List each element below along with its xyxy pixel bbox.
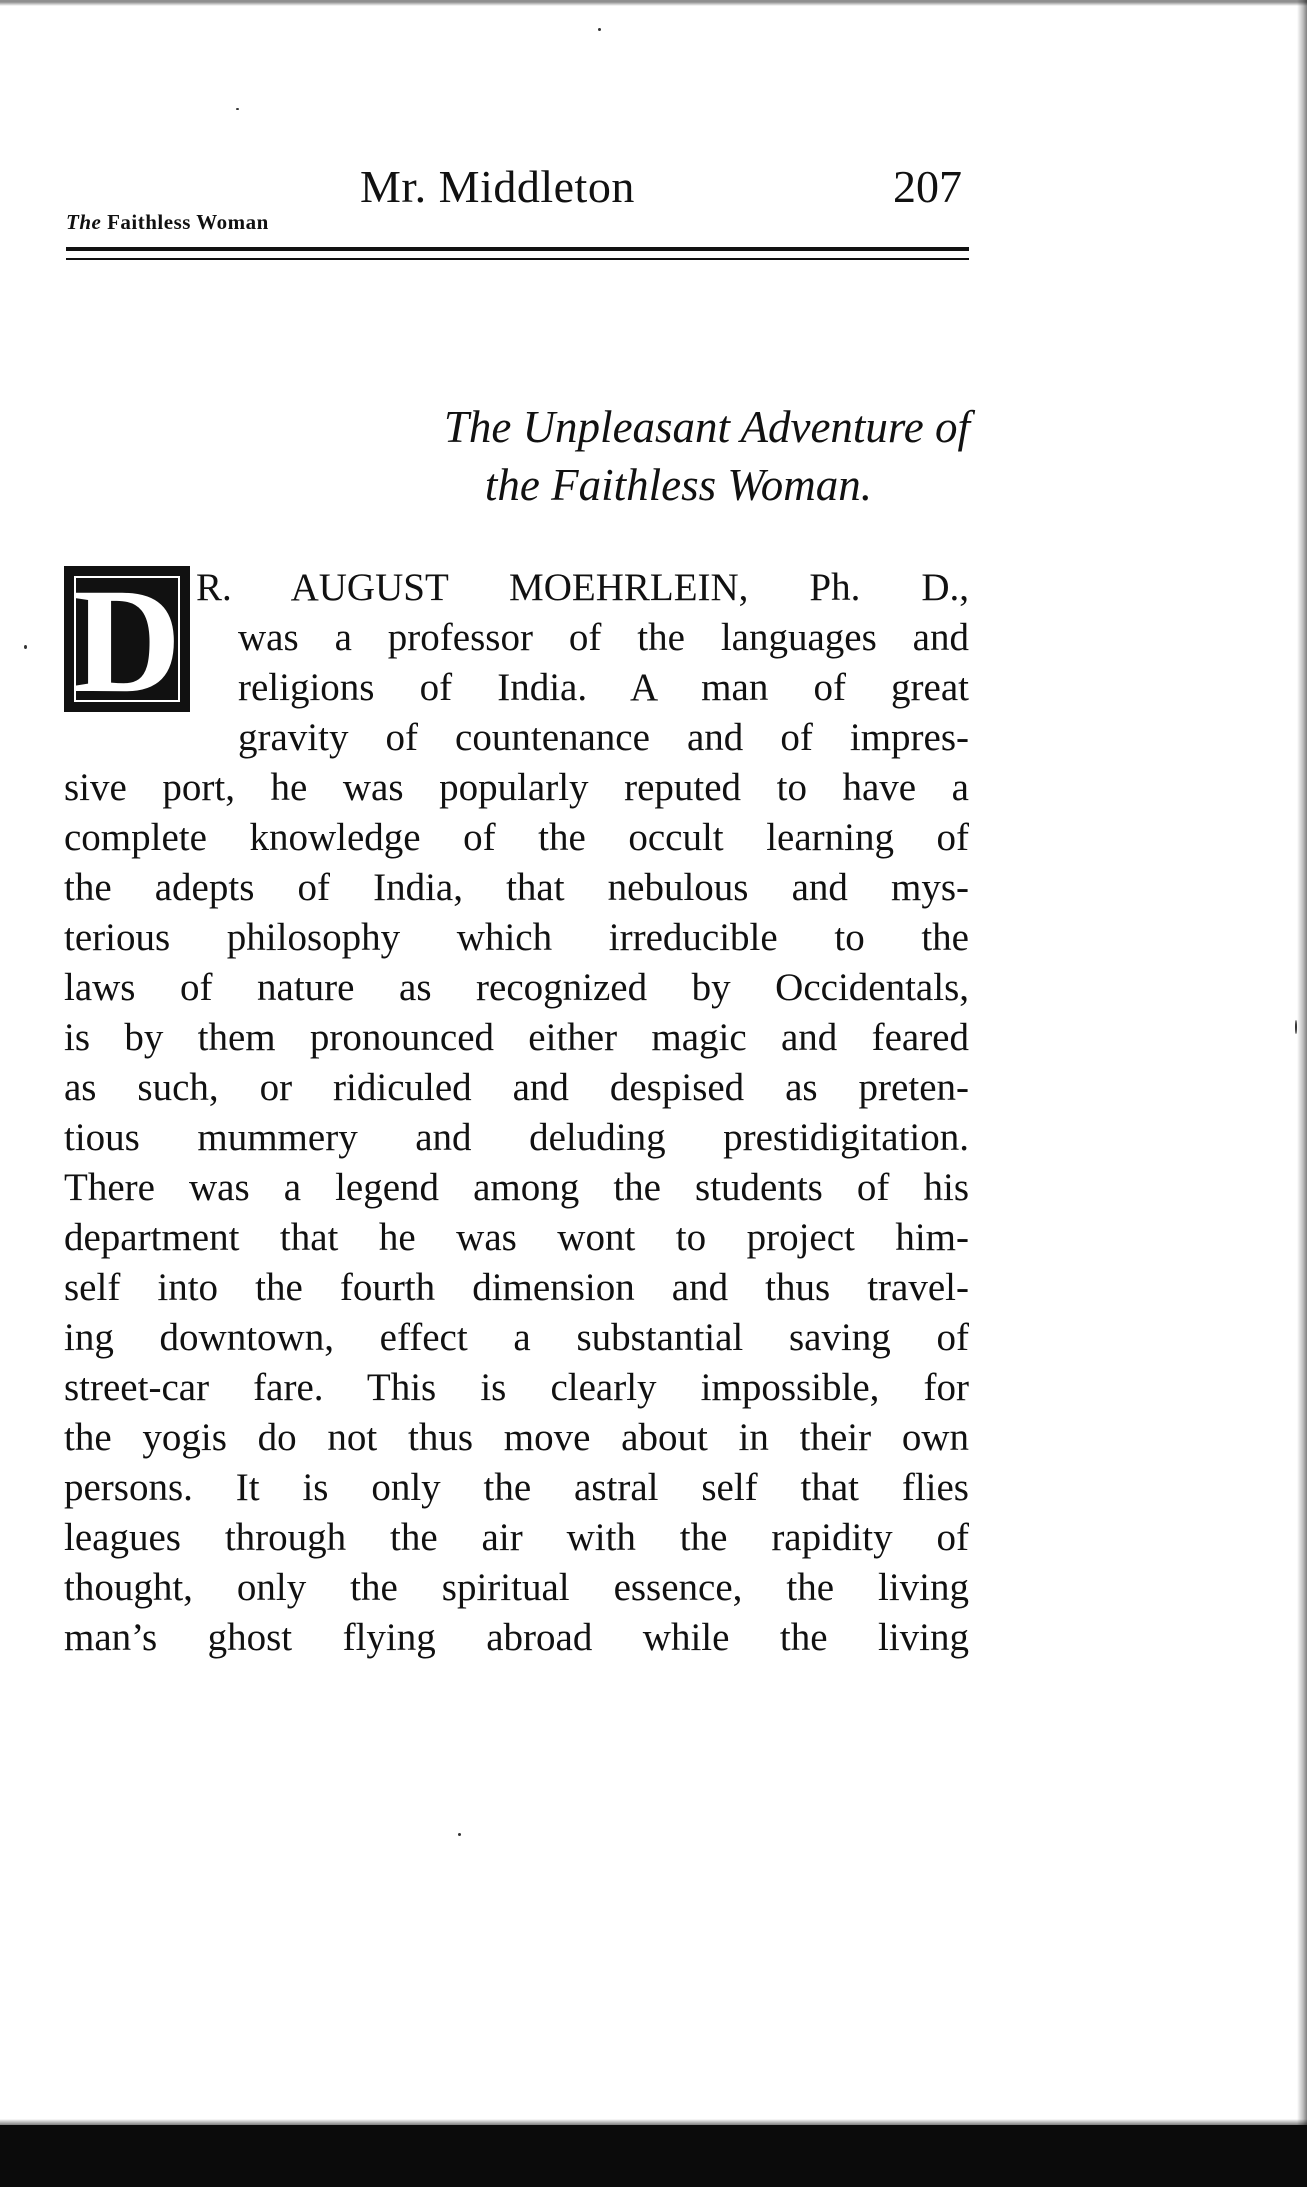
body-line: as such, or ridiculed and despised as preten- bbox=[64, 1066, 969, 1109]
body-line: the yogis do not thus move about in their own bbox=[64, 1416, 969, 1459]
body-line: There was a legend among the students of his bbox=[64, 1166, 969, 1209]
scan-speck bbox=[458, 1833, 461, 1836]
body-line: R. AUGUST MOEHRLEIN, Ph. D., bbox=[196, 566, 969, 609]
header-rule-thick bbox=[66, 247, 969, 251]
body-line: laws of nature as recognized by Occidentals, bbox=[64, 966, 969, 1009]
chapter-title bbox=[300, 398, 970, 514]
body-line: ing downtown, effect a substantial saving of bbox=[64, 1316, 969, 1359]
scan-bottom-edge bbox=[0, 2125, 1307, 2187]
scan-speck bbox=[1295, 1020, 1297, 1034]
scan-right-edge bbox=[1297, 0, 1307, 2187]
body-line: was a professor of the languages and bbox=[238, 616, 969, 659]
chapter-title-line-2: the Faithless Woman. bbox=[484, 460, 872, 510]
body-line: tious mummery and deluding prestidigitation. bbox=[64, 1116, 969, 1159]
body-line: the adepts of India, that nebulous and mys- bbox=[64, 866, 969, 909]
chapter-title-line-1: The Unpleasant Adventure of bbox=[443, 402, 970, 452]
page-number: 207 bbox=[893, 161, 962, 212]
body-line: thought, only the spiritual essence, the living bbox=[64, 1566, 969, 1609]
body-line: self into the fourth dimension and thus travel- bbox=[64, 1266, 969, 1309]
scan-speck bbox=[598, 28, 601, 31]
scan-top-edge bbox=[0, 0, 1307, 8]
body-line: gravity of countenance and of impres- bbox=[238, 716, 969, 759]
scan-speck bbox=[236, 108, 239, 110]
body-line: man’s ghost flying abroad while the living bbox=[64, 1616, 969, 1659]
body-line: terious philosophy which irreducible to the bbox=[64, 916, 969, 959]
drop-cap-letter: D bbox=[72, 558, 182, 724]
body-line: complete knowledge of the occult learning of bbox=[64, 816, 969, 859]
body-line: persons. It is only the astral self that flies bbox=[64, 1466, 969, 1509]
body-line: sive port, he was popularly reputed to have a bbox=[64, 766, 969, 809]
body-line: is by them pronounced either magic and feared bbox=[64, 1016, 969, 1059]
header-rule-thin bbox=[66, 258, 969, 260]
section-label bbox=[66, 210, 269, 235]
body-line: department that he was wont to project him- bbox=[64, 1216, 969, 1259]
body-paragraph bbox=[64, 558, 969, 1663]
section-label-rest: Faithless Woman bbox=[101, 210, 269, 234]
scan-speck bbox=[24, 645, 27, 649]
body-line: leagues through the air with the rapidity of bbox=[64, 1516, 969, 1559]
running-title: Mr. Middleton bbox=[360, 161, 635, 212]
section-label-prefix: The bbox=[66, 210, 102, 234]
body-line: street-car fare. This is clearly impossible, for bbox=[64, 1366, 969, 1409]
body-line: religions of India. A man of great bbox=[238, 666, 969, 709]
